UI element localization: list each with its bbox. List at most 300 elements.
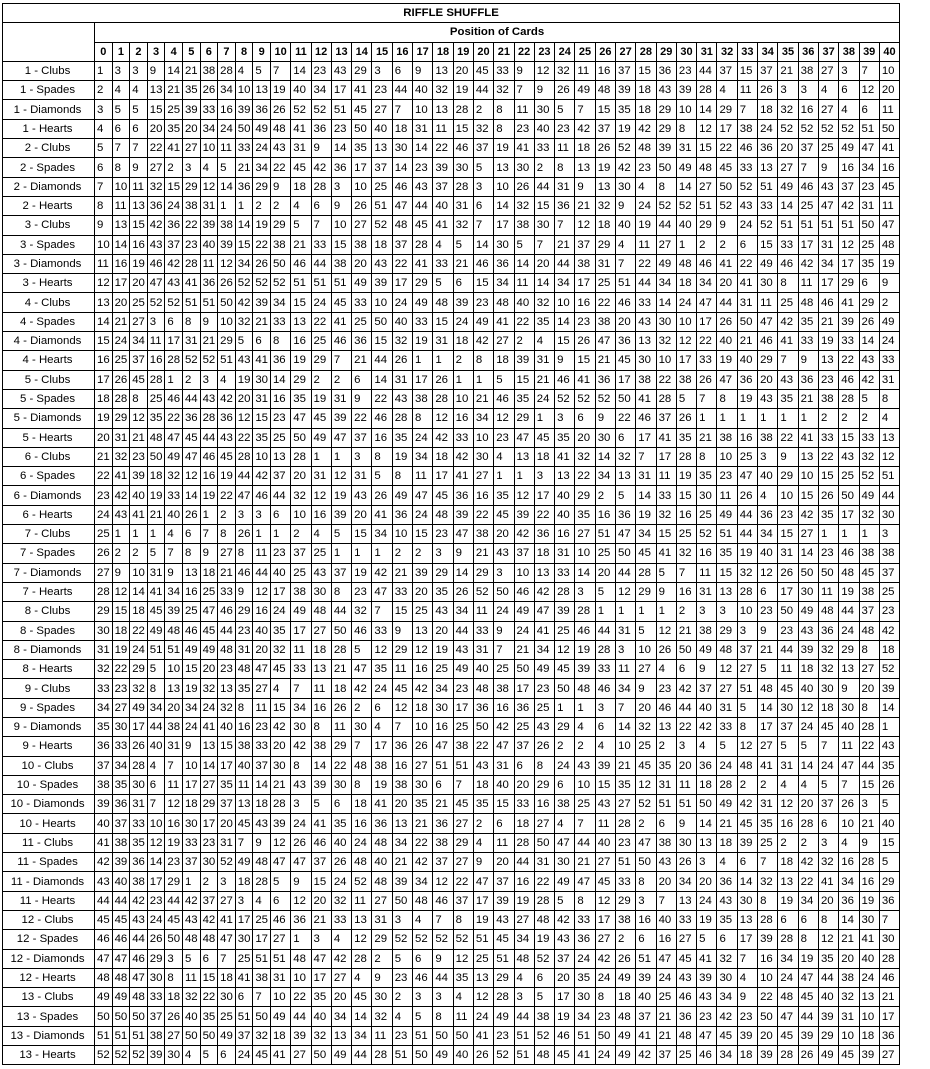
position-value-cell: 49 [758,254,778,273]
position-value-cell: 41 [575,1046,595,1065]
position-value-cell: 3 [218,872,236,891]
position-value-cell: 33 [818,428,838,447]
position-value-cell: 29 [200,795,218,814]
position-value-cell: 40 [717,332,737,351]
position-value-cell: 2 [595,486,615,505]
position-value-cell: 26 [575,332,595,351]
position-value-cell: 48 [514,949,534,968]
position-value-cell: 35 [270,621,290,640]
position-value-cell: 44 [676,698,696,717]
position-value-cell: 48 [270,119,290,138]
position-value-cell: 35 [473,795,493,814]
position-header-20: 20 [473,42,493,61]
position-value-cell: 39 [235,100,253,119]
position-value-cell: 42 [697,717,717,736]
position-value-cell: 44 [235,467,253,486]
position-value-cell: 47 [95,949,113,968]
position-value-cell: 10 [676,312,696,331]
position-value-cell: 31 [235,640,253,659]
position-value-cell: 9 [311,139,331,158]
position-header-11: 11 [291,42,311,61]
position-value-cell: 49 [291,602,311,621]
position-value-cell: 33 [433,254,453,273]
position-value-cell: 15 [112,602,130,621]
position-value-cell: 35 [494,486,514,505]
position-value-cell: 17 [291,621,311,640]
position-value-cell: 50 [270,254,290,273]
position-value-cell: 46 [413,968,433,987]
position-value-cell: 37 [433,177,453,196]
position-value-cell: 1 [555,698,575,717]
table-row [3,910,900,929]
position-value-cell: 4 [235,61,253,80]
position-value-cell: 49 [200,640,218,659]
position-value-cell: 30 [311,582,331,601]
position-value-cell: 39 [165,602,183,621]
position-value-cell: 33 [839,332,859,351]
position-value-cell: 5 [859,389,879,408]
position-value-cell: 45 [839,1046,859,1065]
position-value-cell: 48 [235,660,253,679]
position-value-cell: 39 [514,351,534,370]
position-value-cell: 45 [595,872,615,891]
card-label: 13 - Spades [3,1007,95,1026]
position-value-cell: 16 [879,158,899,177]
position-value-cell: 5 [534,988,554,1007]
position-value-cell: 18 [859,1026,879,1045]
position-value-cell: 21 [575,196,595,215]
position-value-cell: 24 [311,293,331,312]
position-value-cell: 11 [130,177,148,196]
position-value-cell: 30 [352,717,372,736]
position-header-28: 28 [636,42,656,61]
position-value-cell: 5 [331,525,351,544]
position-value-cell: 14 [615,717,635,736]
position-value-cell: 14 [697,100,717,119]
position-value-cell: 38 [235,737,253,756]
position-value-cell: 27 [218,891,236,910]
position-value-cell: 45 [818,717,838,736]
position-value-cell: 44 [291,1007,311,1026]
position-value-cell: 28 [331,640,351,659]
position-value-cell: 6 [130,119,148,138]
position-value-cell: 32 [372,1007,392,1026]
position-value-cell: 20 [555,968,575,987]
position-value-cell: 8 [218,525,236,544]
position-header-23: 23 [534,42,554,61]
position-value-cell: 47 [656,949,676,968]
table-row [3,81,900,100]
position-value-cell: 38 [218,216,236,235]
position-value-cell: 40 [331,833,351,852]
position-value-cell: 46 [758,332,778,351]
position-value-cell: 51 [595,525,615,544]
position-value-cell: 37 [392,235,412,254]
position-header-16: 16 [392,42,412,61]
position-value-cell: 32 [818,853,838,872]
position-value-cell: 25 [818,139,838,158]
position-value-cell: 35 [182,81,200,100]
position-value-cell: 47 [758,312,778,331]
position-header-10: 10 [270,42,290,61]
position-value-cell: 35 [676,428,696,447]
position-value-cell: 35 [433,582,453,601]
position-value-cell: 36 [839,891,859,910]
position-value-cell: 46 [95,930,113,949]
position-value-cell: 33 [165,486,183,505]
position-value-cell: 25 [758,833,778,852]
position-value-cell: 32 [453,216,473,235]
position-header-29: 29 [656,42,676,61]
position-header-0: 0 [95,42,113,61]
position-value-cell: 51 [218,351,236,370]
position-value-cell: 48 [636,139,656,158]
position-value-cell: 47 [697,1026,717,1045]
position-value-cell: 35 [717,910,737,929]
position-value-cell: 15 [839,428,859,447]
position-value-cell: 22 [859,737,879,756]
position-value-cell: 10 [575,544,595,563]
position-value-cell: 7 [575,100,595,119]
position-value-cell: 27 [798,525,818,544]
position-value-cell: 2 [200,872,218,891]
position-value-cell: 9 [200,544,218,563]
position-value-cell: 45 [352,988,372,1007]
position-value-cell: 38 [636,370,656,389]
position-value-cell: 14 [200,756,218,775]
position-value-cell: 11 [879,196,899,215]
position-value-cell: 49 [253,119,271,138]
position-value-cell: 38 [717,428,737,447]
position-value-cell: 21 [392,853,412,872]
position-value-cell: 11 [112,196,130,215]
position-value-cell: 43 [859,351,879,370]
position-value-cell: 29 [453,833,473,852]
position-value-cell: 33 [331,910,351,929]
position-value-cell: 10 [413,100,433,119]
position-value-cell: 38 [453,737,473,756]
position-value-cell: 25 [778,293,798,312]
position-value-cell: 9 [433,949,453,968]
position-value-cell: 9 [697,660,717,679]
position-value-cell: 50 [798,563,818,582]
position-value-cell: 17 [413,370,433,389]
position-value-cell: 1 [331,544,351,563]
position-value-cell: 29 [575,486,595,505]
position-value-cell: 23 [311,61,331,80]
table-row [3,525,900,544]
position-header-40: 40 [879,42,899,61]
position-value-cell: 6 [859,274,879,293]
position-value-cell: 30 [717,968,737,987]
position-value-cell: 44 [879,486,899,505]
position-value-cell: 52 [291,100,311,119]
position-value-cell: 11 [636,235,656,254]
position-value-cell: 44 [839,602,859,621]
position-value-cell: 51 [615,274,635,293]
position-value-cell: 26 [737,486,757,505]
position-value-cell: 33 [697,351,717,370]
position-value-cell: 27 [372,891,392,910]
position-value-cell: 7 [95,177,113,196]
position-value-cell: 10 [218,312,236,331]
position-value-cell: 39 [311,775,331,794]
position-value-cell: 7 [534,235,554,254]
position-value-cell: 14 [879,698,899,717]
position-value-cell: 13 [676,891,696,910]
position-value-cell: 20 [615,312,635,331]
position-value-cell: 45 [392,679,412,698]
position-value-cell: 9 [879,274,899,293]
position-value-cell: 18 [392,119,412,138]
table-row [3,293,900,312]
position-value-cell: 52 [737,177,757,196]
position-value-cell: 24 [413,505,433,524]
position-value-cell: 49 [697,640,717,659]
position-value-cell: 44 [433,968,453,987]
position-value-cell: 12 [200,177,218,196]
position-value-cell: 5 [311,795,331,814]
position-value-cell: 40 [737,351,757,370]
position-value-cell: 30 [200,853,218,872]
position-value-cell: 39 [575,660,595,679]
position-value-cell: 6 [737,235,757,254]
position-value-cell: 22 [473,737,493,756]
position-value-cell: 40 [453,1046,473,1065]
position-value-cell: 12 [147,833,165,852]
position-value-cell: 42 [165,254,183,273]
position-value-cell: 32 [676,544,696,563]
position-value-cell: 30 [859,910,879,929]
position-value-cell: 36 [676,1007,696,1026]
position-value-cell: 9 [147,61,165,80]
position-value-cell: 14 [555,312,575,331]
position-value-cell: 51 [676,795,696,814]
position-value-cell: 13 [818,351,838,370]
position-value-cell: 10 [253,447,271,466]
position-value-cell: 49 [615,968,635,987]
position-value-cell: 26 [697,370,717,389]
position-value-cell: 30 [253,370,271,389]
position-value-cell: 19 [676,467,696,486]
position-value-cell: 2 [352,698,372,717]
position-value-cell: 5 [235,332,253,351]
position-value-cell: 3 [758,447,778,466]
position-value-cell: 24 [798,717,818,736]
position-value-cell: 44 [165,891,183,910]
position-value-cell: 20 [636,698,656,717]
position-value-cell: 30 [514,158,534,177]
position-value-cell: 30 [534,216,554,235]
position-value-cell: 31 [331,389,351,408]
position-value-cell: 31 [291,139,311,158]
position-value-cell: 40 [514,293,534,312]
position-value-cell: 32 [130,679,148,698]
card-label: 7 - Spades [3,544,95,563]
table-row [3,139,900,158]
position-value-cell: 32 [818,640,838,659]
position-value-cell: 29 [253,177,271,196]
card-label: 9 - Hearts [3,737,95,756]
position-value-cell: 1 [200,505,218,524]
position-value-cell: 17 [676,351,696,370]
position-value-cell: 11 [798,274,818,293]
position-value-cell: 12 [165,795,183,814]
position-value-cell: 1 [413,351,433,370]
title-row [3,4,900,23]
position-value-cell: 36 [331,158,351,177]
position-value-cell: 35 [615,100,635,119]
position-value-cell: 32 [758,872,778,891]
position-value-cell: 6 [859,100,879,119]
position-value-cell: 21 [433,795,453,814]
position-value-cell: 50 [595,1026,615,1045]
position-value-cell: 23 [147,891,165,910]
position-value-cell: 4 [534,332,554,351]
position-value-cell: 4 [130,81,148,100]
position-value-cell: 22 [200,988,218,1007]
position-value-cell: 20 [147,119,165,138]
position-value-cell: 2 [331,370,351,389]
position-value-cell: 19 [717,351,737,370]
position-value-cell: 28 [130,756,148,775]
position-value-cell: 7 [473,216,493,235]
position-value-cell: 37 [778,717,798,736]
position-value-cell: 3 [392,910,412,929]
position-value-cell: 34 [413,447,433,466]
position-number-row [3,42,900,61]
position-value-cell: 20 [879,81,899,100]
position-value-cell: 16 [392,756,412,775]
position-value-cell: 8 [311,717,331,736]
position-value-cell: 2 [95,81,113,100]
position-value-cell: 8 [372,447,392,466]
position-value-cell: 7 [147,795,165,814]
position-value-cell: 40 [311,1007,331,1026]
position-value-cell: 48 [311,602,331,621]
position-value-cell: 10 [235,81,253,100]
position-value-cell: 32 [112,447,130,466]
position-value-cell: 48 [859,621,879,640]
position-value-cell: 41 [534,621,554,640]
position-value-cell: 22 [112,660,130,679]
table-row [3,640,900,659]
position-value-cell: 36 [165,216,183,235]
position-value-cell: 10 [147,814,165,833]
position-value-cell: 1 [595,602,615,621]
position-value-cell: 23 [818,544,838,563]
position-value-cell: 1 [758,409,778,428]
position-value-cell: 28 [270,795,290,814]
position-value-cell: 13 [200,737,218,756]
position-value-cell: 8 [494,119,514,138]
position-value-cell: 6 [372,698,392,717]
position-value-cell: 39 [372,274,392,293]
position-value-cell: 44 [737,505,757,524]
position-value-cell: 20 [200,660,218,679]
position-value-cell: 49 [494,1007,514,1026]
position-value-cell: 52 [372,216,392,235]
position-value-cell: 24 [165,196,183,215]
position-value-cell: 17 [717,119,737,138]
position-value-cell: 36 [879,891,899,910]
position-value-cell: 51 [494,949,514,968]
position-value-cell: 49 [311,428,331,447]
position-value-cell: 28 [859,853,879,872]
position-value-cell: 32 [311,1026,331,1045]
position-value-cell: 28 [147,370,165,389]
position-value-cell: 26 [413,737,433,756]
position-value-cell: 45 [235,814,253,833]
position-value-cell: 13 [494,158,514,177]
position-value-cell: 29 [615,891,635,910]
position-header-15: 15 [372,42,392,61]
position-value-cell: 2 [839,409,859,428]
position-value-cell: 35 [130,833,148,852]
position-value-cell: 43 [676,968,696,987]
position-value-cell: 7 [798,158,818,177]
position-value-cell: 34 [182,698,200,717]
position-value-cell: 51 [270,949,290,968]
position-value-cell: 48 [433,293,453,312]
position-value-cell: 5 [270,872,290,891]
position-value-cell: 13 [636,332,656,351]
position-value-cell: 35 [147,409,165,428]
position-value-cell: 7 [200,525,218,544]
position-value-cell: 39 [392,872,412,891]
position-value-cell: 14 [413,139,433,158]
position-value-cell: 50 [758,1007,778,1026]
position-value-cell: 40 [818,988,838,1007]
position-value-cell: 21 [453,254,473,273]
position-value-cell: 37 [656,409,676,428]
position-value-cell: 21 [818,312,838,331]
position-value-cell: 30 [130,775,148,794]
position-value-cell: 12 [453,949,473,968]
position-value-cell: 18 [615,988,635,1007]
position-value-cell: 35 [218,775,236,794]
position-value-cell: 48 [798,293,818,312]
position-value-cell: 44 [200,428,218,447]
position-value-cell: 29 [235,602,253,621]
card-label: 1 - Hearts [3,119,95,138]
position-value-cell: 34 [798,891,818,910]
position-value-cell: 25 [147,389,165,408]
position-value-cell: 28 [433,389,453,408]
position-value-cell: 37 [514,737,534,756]
position-value-cell: 36 [575,930,595,949]
position-value-cell: 22 [235,428,253,447]
position-value-cell: 18 [253,795,271,814]
position-value-cell: 5 [798,737,818,756]
position-value-cell: 42 [473,332,493,351]
position-value-cell: 36 [112,795,130,814]
position-value-cell: 46 [253,486,271,505]
position-value-cell: 15 [331,235,351,254]
position-value-cell: 39 [676,81,696,100]
card-label: 6 - Diamonds [3,486,95,505]
position-value-cell: 28 [555,582,575,601]
position-value-cell: 14 [636,486,656,505]
position-value-cell: 21 [656,1026,676,1045]
position-value-cell: 11 [372,1026,392,1045]
position-value-cell: 11 [615,660,635,679]
position-value-cell: 10 [758,968,778,987]
position-value-cell: 51 [615,853,635,872]
position-value-cell: 23 [494,428,514,447]
position-value-cell: 36 [392,737,412,756]
position-value-cell: 35 [514,389,534,408]
